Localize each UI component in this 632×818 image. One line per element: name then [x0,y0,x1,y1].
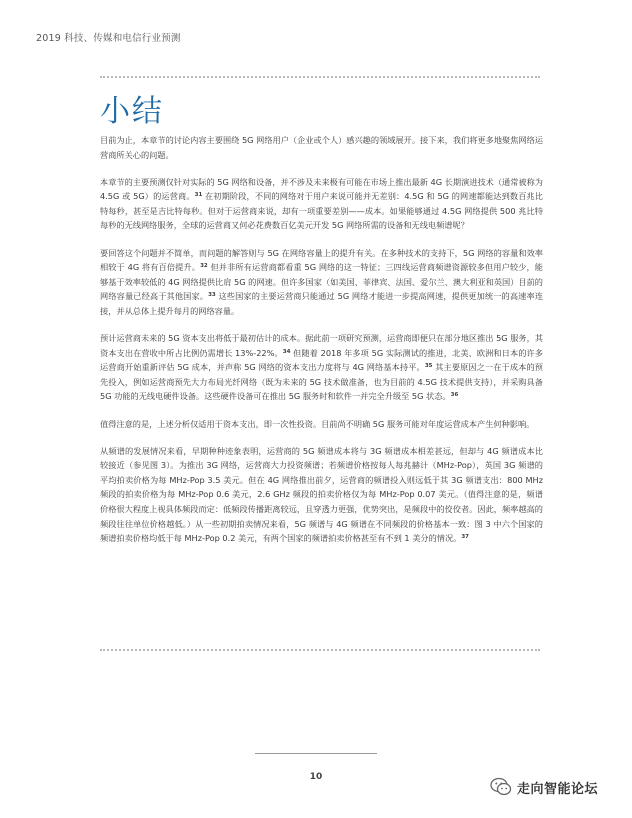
footnote-reference: 37 [461,534,469,541]
footnote-reference: 33 [208,292,216,299]
wechat-icon [490,777,512,797]
paragraph-text: 要回答这个问题并不简单，而问题的解答则与 5G 在网络容量上的提升有关。在多种技术的支持下，5G 网络的容量和效率相较于 4G 将有百倍提升。 [100,247,543,273]
body-paragraph [100,444,543,546]
section-title: 小结 [100,94,164,129]
paragraph-text: 目前为止，本章节的讨论内容主要围绕 5G 网络用户（企业或个人）感兴趣的领域展开。接下来，我们将更多地聚焦网络运营商所关心的问题。 [100,135,543,160]
body-paragraph [100,175,543,233]
paragraph-text: 从频谱的发展情况来看，早期种种迹象表明，运营商的 5G 频谱成本将与 3G 频谱成本相差甚远，但却与 4G 频谱成本比较接近（参见图 3）。为推出 3G 网络，运营商大力投资频谱；若频谱价格按每人每兆赫计（MHz-Pop），英国 3G 频谱的平均拍卖价格为每 MHz-Pop 3.5 美元。但在 4G 网络推出前夕，运营商的频谱投入则远低于其 3G 频谱支出：800 MHz 频段的拍卖价格为每 MHz-Pop 0.6 美元，2.6 GHz 频段的拍卖价格仅为每 MHz-Pop 0.07 美元。（值得注意的是，频谱价格很大程度上视具体频段而定：低频段传播距离较远，且穿透力更强，优势突出，是频段中的佼佼者。因此，频率越高的频段往往单位价格越低。）从一些初期拍卖情况来看，5G 频谱与 4G 频谱在不同频段的价格基本一致：图 3 中六个国家的频谱拍卖价格均低于每 MHz-Pop 0.2 美元，有两个国家的频谱拍卖价格甚至有不到 1 美分的情况。 [100,445,543,544]
paragraph-text: 在初期阶段，不同的网络对于用户来说可能并无差别：4.5G 和 5G 的网速都能达到数百兆比特每秒，甚至是吉比特每秒。但对于运营商来说，却有一项重要差别——成本。如果能够通过 4.5G 网络提供 500 兆比特每秒的无线网络服务，全球的运营商又何必花费数百亿美元开发 5G 网络所需的设备和无线电频谱呢？ [100,191,543,231]
body-paragraph [100,331,543,404]
watermark-text: 走向智能论坛 [517,781,599,797]
paragraph-text: 但随着 2018 年多项 5G 实际测试的推进，北美、欧洲和日本的许多运营商开始重新评估 5G 成本，并声称 5G 网络的资本支出力度将与 4G 网络基本持平。 [100,347,543,373]
paragraph-text: 本章节的主要预测仅针对实际的 5G 网络和设备，并不涉及未来极有可能在市场上推出最新 4G 长期演进技术（通常被称为 4.5G 或 5G）的运营商。 [100,176,543,202]
paragraph-text: 其主要原因之一在于成本的预先投入，例如运营商预先大力布局光纤网络（既为未来的 5G 技术做准备，也为目前的 4.5G 技术提供支持），并采购具备 5G 功能的无线电硬件设备。这些硬件设备可在推出 5G 服务时和软件一并完全升级至 5G 状态。 [100,362,543,402]
footnote-reference: 35 [424,363,433,370]
document-header: 2019 科技、传媒和电信行业预测 [36,33,181,44]
paragraph-text: 值得注意的是，上述分析仅适用于资本支出，即一次性投资。目前尚不明确 5G 服务可能对年度运营成本产生何种影响。 [100,418,535,429]
footnote-reference: 32 [200,263,208,270]
body-content [100,133,543,558]
paragraph-text: 但并非所有运营商都看重 5G 网络的这一特征；三四线运营商频谱资源较多但用户较少，能够基于效率较低的 4G 网络提供比肩 5G 的网速。但许多国家（如美国、菲律宾、法国、爱尔兰、澳大利亚和英国）目前的网络容量已经高于其他国家。 [100,262,543,302]
footer-rule [255,753,377,754]
top-dotted-divider [100,76,540,78]
footnote-reference: 31 [194,192,203,199]
page-number: 10 [309,772,323,782]
bottom-dotted-divider [100,649,540,651]
body-paragraph [100,133,543,162]
body-paragraph [100,246,543,319]
footnote-reference: 36 [450,392,459,399]
paragraph-text: 这些国家的主要运营商只能通过 5G 网络才能进一步提高网速，提供更加统一的高速率连接，并从总体上提升每月的网络容量。 [100,291,543,316]
watermark [490,776,598,798]
footnote-reference: 34 [282,348,291,355]
paragraph-text: 预计运营商未来的 5G 资本支出将低于最初估计的成本。据此前一项研究预测，运营商即便只在部分地区推出 5G 服务，其资本支出在营收中所占比例仍需增长 13%-22%。 [100,333,543,358]
body-paragraph [100,417,543,432]
